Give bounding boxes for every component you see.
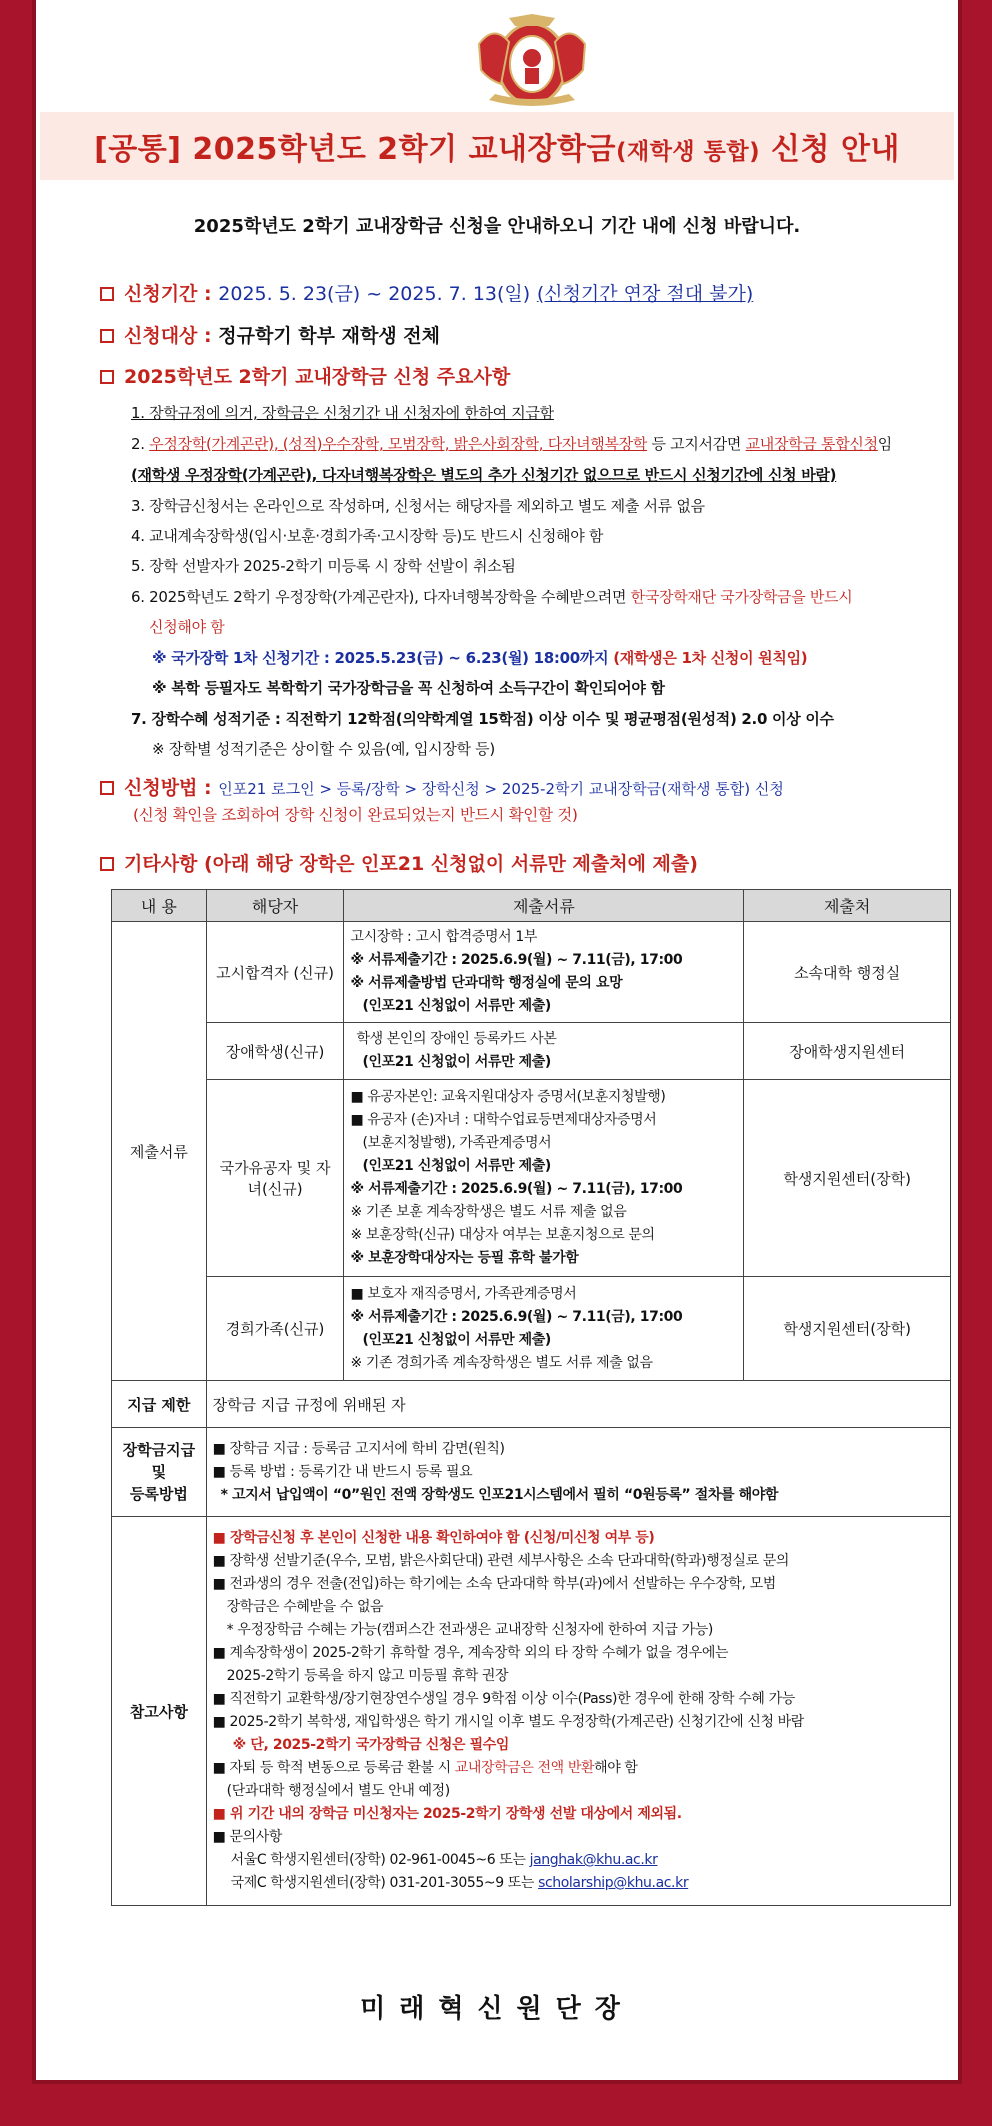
title-paren: (재학생 통합)	[615, 139, 761, 165]
ref-line	[213, 1757, 944, 1780]
method-value: 인포21 로그인 > 등록/장학 > 장학신청 > 2025-2학기 교내장학금(재학생 통합) 신청	[218, 780, 784, 798]
doc-line: ※ 서류제출기간 : 2025.6.9(월) ~ 7.11(금), 17:00	[350, 1308, 683, 1325]
method-note: (신청 확인을 조회하여 장학 신청이 완료되었는지 반드시 확인할 것)	[133, 806, 578, 824]
page-title	[94, 124, 900, 168]
ref-line: 2025-2학기 등록을 하지 않고 미등필 휴학 권장	[226, 1668, 509, 1684]
header-dest: 제출처	[744, 890, 951, 922]
item-1	[131, 402, 554, 423]
header-content: 내 용	[112, 890, 207, 922]
doc-line: ※ 서류제출기간 : 2025.6.9(월) ~ 7.11(금), 17:00	[350, 1181, 683, 1197]
submission-table	[111, 889, 951, 1906]
pay-label	[112, 1428, 207, 1517]
item-2	[131, 433, 892, 454]
doc-line: (보훈지청발행), 가족관계증명서	[362, 1135, 552, 1151]
group-label: 제출서류	[112, 922, 207, 1381]
doc-line: ※ 서류제출기간 : 2025.6.9(월) ~ 7.11(금), 17:00	[350, 952, 683, 968]
table-row	[112, 1517, 951, 1906]
university-emblem-icon	[459, 14, 605, 112]
header-target: 해당자	[206, 890, 344, 922]
row-target: 고시합격자 (신규)	[206, 922, 344, 1023]
doc-line: 고시장학 : 고시 합격증명서 1부	[350, 929, 537, 945]
period-note: (신청기간 연장 절대 불가)	[536, 283, 754, 305]
doc-line: ※ 기존 보훈 계속장학생은 별도 서류 제출 없음	[350, 1204, 627, 1220]
contact-global-text: 국제C 학생지원센터(장학) 031-201-3055~9 또는	[230, 1875, 539, 1891]
item-6-sub1-text: ※ 국가장학 1차 신청기간 : 2025.5.23(금) ~ 6.23(월) 18:00까지	[152, 649, 609, 667]
item-2b	[131, 464, 836, 485]
table-row	[112, 922, 951, 1023]
limit-label: 지급 제한	[112, 1381, 207, 1428]
checkbox-icon	[100, 370, 114, 384]
pay-label-line: 장학금지급	[122, 1441, 196, 1459]
doc-line: ※ 보훈장학(신규) 대상자 여부는 보훈지청으로 문의	[350, 1227, 655, 1243]
period-label: 신청기간 :	[124, 283, 212, 305]
row-target: 경희가족(신규)	[206, 1277, 344, 1381]
item-6-sub1	[152, 647, 807, 668]
doc-line: 학생 본인의 장애인 등록카드 사본	[356, 1031, 557, 1047]
ref-label: 참고사항	[112, 1517, 207, 1906]
item-7: 7. 장학수혜 성적기준 : 직전학기 12학점(의약학계열 15학점) 이상 이수 및 평균평점(원성적) 2.0 이상 이수	[131, 710, 834, 728]
row-docs	[344, 922, 744, 1023]
method-section	[100, 773, 784, 800]
row-docs	[344, 1080, 744, 1277]
email-link-global[interactable]: scholarship@khu.ac.kr	[538, 1875, 689, 1891]
main-heading-text: 2025학년도 2학기 교내장학금 신청 주요사항	[124, 366, 511, 388]
item-6-prefix: 6. 2025학년도 2학기 우정장학(가계곤란자), 다자녀행복장학을 수혜받으려면	[131, 588, 631, 606]
intro-text: 2025학년도 2학기 교내장학금 신청을 안내하오니 기간 내에 신청 바랍니다.	[193, 216, 801, 237]
item-6	[131, 586, 852, 607]
table-row	[112, 1381, 951, 1428]
title-band	[40, 112, 954, 180]
item-2-mid: 등 고지서감면	[647, 435, 746, 453]
table-row	[112, 1428, 951, 1517]
contact-seoul-text: 서울C 학생지원센터(장학) 02-961-0045~6 또는	[230, 1852, 530, 1868]
doc-line: ■ 유공자 (손)자녀 : 대학수업료등면제대상자증명서	[350, 1112, 657, 1128]
checkbox-icon	[100, 781, 114, 795]
table-header-row	[112, 890, 951, 922]
ref-line: ■ 전과생의 경우 전출(전입)하는 학기에는 소속 단과대학 학부(과)에서 선발하는 우수장학, 모범	[212, 1576, 776, 1592]
item-2-red1: 우정장학(가계곤란), (성적)우수장학, 모범장학, 밝은사회장학, 다자녀행복장학	[149, 435, 648, 453]
main-heading	[100, 362, 510, 389]
method-label: 신청방법 :	[124, 777, 212, 799]
ref-line: ■ 문의사항	[212, 1829, 283, 1845]
pay-docs	[206, 1428, 950, 1517]
ref-docs	[206, 1517, 950, 1906]
doc-line: ※ 보훈장학대상자는 등필 휴학 불가함	[350, 1250, 579, 1266]
title-prefix: [공통] 2025학년도 2학기 교내장학금	[94, 132, 616, 167]
row-dest: 학생지원센터(장학)	[744, 1080, 951, 1277]
pay-line: ■ 등록 방법 : 등록기간 내 반드시 등록 필요	[212, 1463, 473, 1480]
period-value: 2025. 5. 23(금) ~ 2025. 7. 13(일)	[218, 283, 531, 305]
item-5: 5. 장학 선발자가 2025-2학기 미등록 시 장학 선발이 취소됨	[131, 557, 516, 575]
item-1-text: 1. 장학규정에 의거, 장학금은 신청기간 내 신청자에 한하여 지급함	[131, 404, 554, 422]
checkbox-icon	[100, 329, 114, 343]
item-4: 4. 교내계속장학생(입시·보훈·경희가족·고시장학 등)도 반드시 신청해야 함	[131, 527, 604, 545]
doc-line: (인포21 신청없이 서류만 제출)	[362, 998, 551, 1014]
doc-line: ■ 보호자 재직증명서, 가족관계증명서	[350, 1285, 577, 1302]
item-2-end: 임	[877, 435, 892, 453]
table-row	[112, 1023, 951, 1080]
item-6-sub2: ※ 복학 등필자도 복학학기 국가장학금을 꼭 신청하여 소득구간이 확인되어야 함	[152, 679, 665, 697]
limit-value: 장학금 지급 규정에 위배된 자	[206, 1381, 950, 1428]
contact-global	[213, 1872, 944, 1895]
signature: 미래혁신원단장	[360, 1994, 634, 2024]
row-dest: 장애학생지원센터	[744, 1023, 951, 1080]
row-target: 장애학생(신규)	[206, 1023, 344, 1080]
ref-line: ■ 계속장학생이 2025-2학기 휴학할 경우, 계속장학 외의 타 장학 수혜가 없을 경우에는	[212, 1645, 729, 1661]
other-heading-text: 기타사항 (아래 해당 장학은 인포21 신청없이 서류만 제출처에 제출)	[124, 853, 698, 875]
other-heading	[100, 849, 698, 876]
item-6-red: 한국장학재단 국가장학금을 반드시	[630, 588, 853, 606]
ref-7c: 해야 함	[594, 1760, 638, 1776]
item-7-sub: ※ 장학별 성적기준은 상이할 수 있음(예, 입시장학 등)	[152, 740, 495, 758]
contact-seoul	[213, 1849, 944, 1872]
target-label: 신청대상 :	[124, 325, 212, 347]
ref-7a: ■ 자퇴 등 학적 변동으로 등록금 환불 시	[212, 1760, 455, 1776]
doc-line: (인포21 신청없이 서류만 제출)	[362, 1158, 551, 1174]
ref-line: ■ 직전학기 교환학생/장기현장연수생일 경우 9학점 이상 이수(Pass)한 경우에 한해 장학 수혜 가능	[212, 1691, 795, 1707]
row-dest: 학생지원센터(장학)	[744, 1277, 951, 1381]
doc-line: ※ 서류제출방법 단과대학 행정실에 문의 요망	[350, 975, 623, 991]
row-dest: 소속대학 행정실	[744, 922, 951, 1023]
ref-line: ■ 장학금신청 후 본인이 신청한 내용 확인하여야 함 (신청/미신청 여부 등)	[212, 1530, 655, 1546]
doc-line: ■ 유공자본인: 교육지원대상자 증명서(보훈지청발행)	[350, 1089, 666, 1105]
checkbox-icon	[100, 857, 114, 871]
ref-line: ※ 단, 2025-2학기 국가장학금 신청은 필수임	[232, 1737, 510, 1753]
item-2-red2: 교내장학금 통합신청	[745, 435, 878, 453]
target-value: 정규학기 학부 재학생 전체	[218, 325, 441, 347]
title-suffix: 신청 안내	[760, 132, 900, 167]
period-section	[100, 279, 753, 306]
ref-line: ■ 위 기간 내의 장학금 미신청자는 2025-2학기 장학생 선발 대상에서 제외됨.	[212, 1806, 682, 1822]
header-docs: 제출서류	[344, 890, 744, 922]
ref-7-red: 교내장학금은 전액 반환	[454, 1760, 595, 1776]
table-row	[112, 1277, 951, 1381]
item-3: 3. 장학금신청서는 온라인으로 작성하며, 신청서는 해당자를 제외하고 별도 제출 서류 없음	[131, 497, 705, 515]
ref-line: (단과대학 행정실에서 별도 안내 예정)	[226, 1783, 450, 1799]
item-6b: 신청해야 함	[149, 618, 225, 636]
ref-line: ■ 장학생 선발기준(우수, 모범, 밝은사회단대) 관련 세부사항은 소속 단과대학(학과)행정실로 문의	[212, 1553, 790, 1569]
doc-line: ※ 기존 경희가족 계속장학생은 별도 서류 제출 없음	[350, 1354, 653, 1371]
ref-line: ■ 2025-2학기 복학생, 재입학생은 학기 개시일 이후 별도 우정장학(가계곤란) 신청기간에 신청 바람	[212, 1714, 804, 1730]
row-target: 국가유공자 및 자녀(신규)	[206, 1080, 344, 1277]
pay-line: * 고지서 납입액이 “0”원인 전액 장학생도 인포21시스템에서 필히 “0원등록” 절차를 해야함	[220, 1486, 778, 1503]
email-link-seoul[interactable]: janghak@khu.ac.kr	[529, 1852, 658, 1868]
row-docs	[344, 1277, 744, 1381]
checkbox-icon	[100, 287, 114, 301]
item-6-sub1-red: (재학생은 1차 신청이 원칙임)	[608, 649, 808, 667]
doc-line: (인포21 신청없이 서류만 제출)	[362, 1331, 551, 1348]
pay-line: ■ 장학금 지급 : 등록금 고지서에 학비 감면(원칙)	[212, 1440, 505, 1457]
table-row	[112, 1080, 951, 1277]
row-docs	[344, 1023, 744, 1080]
pay-label-line: 등록방법	[129, 1485, 188, 1503]
item-2-prefix: 2.	[131, 435, 150, 453]
ref-line: 장학금은 수혜받을 수 없음	[226, 1599, 384, 1615]
notice-paper	[32, 0, 962, 2084]
item-2b-text: (재학생 우정장학(가계곤란), 다자녀행복장학은 별도의 추가 신청기간 없으므로 반드시 신청기간에 신청 바람)	[131, 466, 837, 484]
target-section	[100, 321, 440, 348]
pay-label-line: 및	[151, 1463, 167, 1481]
ref-line: * 우정장학금 수혜는 가능(캠퍼스간 전과생은 교내장학 신청자에 한하여 지급 가능)	[226, 1622, 713, 1638]
doc-line: (인포21 신청없이 서류만 제출)	[362, 1054, 551, 1070]
